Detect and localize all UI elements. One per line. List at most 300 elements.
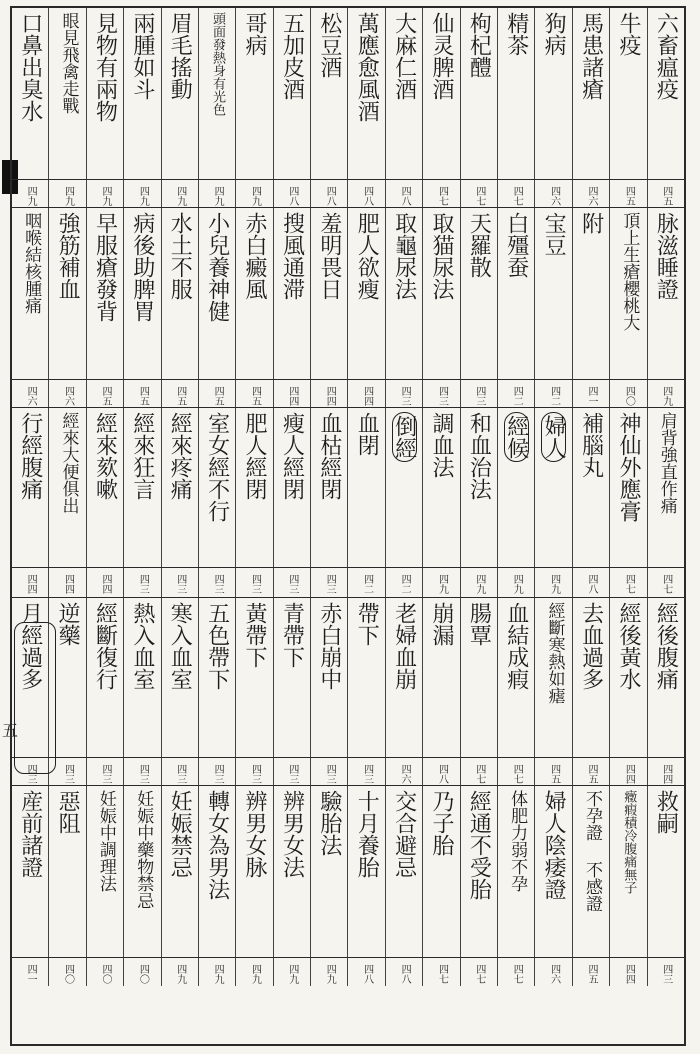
entry-title: 血枯經閉 (316, 412, 342, 500)
entry-title: 經後腹痛 (653, 602, 679, 690)
entry-cell (161, 408, 198, 567)
entry-title: 赤白崩中 (316, 602, 342, 690)
page-number-cell (347, 180, 384, 207)
page-number-cell (235, 380, 272, 407)
entry-title: 牛疫 (615, 12, 641, 56)
page-number-cell (497, 380, 534, 407)
entry-title: 補腦丸 (578, 412, 604, 478)
entry-cell (534, 8, 571, 179)
entry-title: 馬患諸瘡 (578, 12, 604, 100)
entry-title: 十月養胎 (354, 790, 380, 878)
entry-title: 神仙外應膏 (615, 412, 641, 522)
entry-cell (310, 8, 347, 179)
page-number-cell (422, 180, 459, 207)
page-number-cell (534, 758, 571, 785)
entry-title: 仙灵脾酒 (429, 12, 454, 100)
entry-cell (422, 8, 459, 179)
page-number-cell (235, 958, 272, 986)
entry-cell (161, 598, 198, 757)
entry-title: 五加皮酒 (279, 12, 305, 100)
entry-cell (86, 408, 123, 567)
page-number: 四九 (660, 386, 672, 406)
page-number: 四六 (25, 386, 37, 406)
page-number: 四七 (473, 764, 485, 784)
page-number: 四九 (137, 186, 149, 206)
entry-cell (534, 598, 571, 757)
entry-title: 妊娠中調理法 (95, 790, 116, 892)
entry-title: 經斷寒熱如瘧 (544, 602, 565, 704)
page-number: 四四 (25, 574, 37, 594)
page-number-cell (647, 180, 684, 207)
page-number: 四五 (660, 186, 672, 206)
page-number-cell (534, 180, 571, 207)
page-number: 四六 (548, 186, 560, 206)
page-number-cell (572, 568, 609, 597)
page-number-cell (497, 758, 534, 785)
page-number: 四一 (25, 964, 37, 984)
entry-title: 口鼻出臭水 (17, 12, 43, 122)
entry-title: 六畜瘟疫 (653, 12, 679, 100)
page-number-row (12, 958, 684, 986)
entry-title-row (12, 208, 684, 380)
entry-title: 見物有兩物 (92, 12, 118, 122)
entry-cell (609, 786, 646, 957)
entry-title: 早服瘡發背 (92, 212, 118, 322)
page-number: 四三 (361, 764, 373, 784)
entry-title: 咽喉結核腫痛 (21, 212, 42, 314)
page-number-cell (572, 758, 609, 785)
page-number-cell (123, 758, 160, 785)
page-number: 四四 (623, 764, 635, 784)
entry-cell (310, 598, 347, 757)
entry-title-row (12, 786, 684, 958)
page-number-cell (198, 568, 235, 597)
page-number: 四九 (25, 186, 37, 206)
entry-title: 赤白癜風 (242, 212, 268, 300)
entry-cell (273, 786, 310, 957)
page-number: 四一 (586, 386, 598, 406)
entry-cell (235, 208, 272, 379)
page-number-cell (460, 958, 497, 986)
page-number: 四五 (174, 386, 186, 406)
entry-title: 血閉 (354, 412, 380, 456)
page-number: 四三 (324, 574, 336, 594)
entry-cell (572, 786, 609, 957)
entry-title: 寒入血室 (167, 602, 193, 690)
page-number: 四四 (286, 386, 298, 406)
page-number: 四九 (212, 186, 224, 206)
entry-cell (572, 598, 609, 757)
entry-cell (48, 208, 85, 379)
page-number-cell (385, 180, 422, 207)
entry-title: 經通不受胎 (466, 790, 492, 900)
page-number-cell (647, 568, 684, 597)
page-number: 四八 (361, 964, 373, 984)
page-number-cell (534, 958, 571, 986)
entry-title: 青帶下 (279, 602, 305, 668)
page-number: 四四 (623, 964, 635, 984)
entry-cell (385, 8, 422, 179)
entry-cell (347, 8, 384, 179)
entry-title: 老婦血崩 (391, 602, 417, 690)
page-number-cell (460, 568, 497, 597)
entry-cell (86, 8, 123, 179)
page-number: 四七 (511, 764, 523, 784)
entry-cell (12, 408, 48, 567)
page-number-cell (235, 758, 272, 785)
page-number-cell (161, 180, 198, 207)
entry-cell (48, 786, 85, 957)
page-number-cell (123, 380, 160, 407)
entry-cell (235, 786, 272, 957)
page-number-cell (12, 180, 48, 207)
entry-cell (609, 8, 646, 179)
page-number: 四九 (473, 574, 485, 594)
entry-title: 産前諸證 (17, 790, 43, 878)
entry-title: 去血過多 (578, 602, 604, 690)
entry-title: 搜風通滞 (279, 212, 305, 300)
page-number: 四九 (212, 964, 224, 984)
entry-title: 調血法 (429, 412, 454, 478)
page-number: 四三 (436, 386, 448, 406)
entry-cell (310, 408, 347, 567)
page-number: 四五 (212, 386, 224, 406)
entry-title: 惡阻 (55, 790, 81, 834)
page-number-cell (86, 958, 123, 986)
page-number-cell (609, 180, 646, 207)
page-number: 四八 (324, 186, 336, 206)
page-number-cell (123, 180, 160, 207)
page-number-cell (48, 380, 85, 407)
index-table (10, 6, 686, 1046)
entry-cell (385, 598, 422, 757)
entry-cell (422, 786, 459, 957)
entry-cell (123, 786, 160, 957)
page-number-cell (310, 958, 347, 986)
page-number: 四七 (511, 186, 523, 206)
entry-title: 經後黃水 (615, 602, 641, 690)
page-number-cell (161, 758, 198, 785)
page-number: 四九 (174, 186, 186, 206)
entry-title: 熱入血室 (129, 602, 155, 690)
entry-cell (12, 208, 48, 379)
page-number-cell (161, 958, 198, 986)
entry-cell (497, 598, 534, 757)
page-number-cell (497, 958, 534, 986)
entry-cell (647, 8, 684, 179)
page-number: 四九 (511, 574, 523, 594)
page-number: 四三 (25, 764, 37, 784)
page-number-cell (647, 958, 684, 986)
page-number-cell (422, 568, 459, 597)
page-number: 四八 (586, 574, 598, 594)
page-number-cell (572, 380, 609, 407)
page-number: 四三 (324, 764, 336, 784)
entry-title: 乃子胎 (429, 790, 454, 856)
entry-title: 辨男女脉 (242, 790, 268, 878)
page-number: 四三 (286, 764, 298, 784)
entry-cell (497, 8, 534, 179)
page-number: 四二 (511, 386, 523, 406)
entry-cell (572, 208, 609, 379)
page-number-cell (385, 380, 422, 407)
page-number-cell (422, 758, 459, 785)
page-number: 四五 (586, 964, 598, 984)
page-number: 四三 (174, 574, 186, 594)
page-number-cell (310, 380, 347, 407)
entry-title: 行經腹痛 (17, 412, 43, 500)
page-number-cell (235, 568, 272, 597)
entry-title: 脉滋睡證 (653, 212, 679, 300)
page-number: 四三 (212, 574, 224, 594)
entry-title: 五色帶下 (204, 602, 230, 690)
entry-cell (198, 208, 235, 379)
page-number-cell (235, 180, 272, 207)
entry-cell (273, 8, 310, 179)
page-number: 四四 (62, 574, 74, 594)
page-number: 四九 (99, 186, 111, 206)
page-number-cell (273, 958, 310, 986)
entry-cell (609, 598, 646, 757)
entry-title: 經候 (504, 412, 529, 462)
entry-title: 逆藥 (55, 602, 81, 646)
page-number-cell (347, 758, 384, 785)
page-number: 四七 (511, 964, 523, 984)
entry-title: 眉毛搖動 (167, 12, 193, 100)
entry-cell (647, 408, 684, 567)
entry-title: 眼見飛禽走戰 (58, 12, 79, 114)
page-number-cell (273, 380, 310, 407)
page-number: 四七 (436, 186, 448, 206)
entry-cell (647, 598, 684, 757)
page-number: 四五 (249, 386, 261, 406)
page-number-cell (572, 180, 609, 207)
page-number-cell (48, 958, 85, 986)
page-number: 四〇 (137, 964, 149, 984)
page-number: 四六 (548, 964, 560, 984)
page-number-cell (534, 568, 571, 597)
page-number-cell (422, 380, 459, 407)
page-number: 四三 (62, 764, 74, 784)
page-number: 四五 (586, 764, 598, 784)
entry-cell (347, 598, 384, 757)
entry-title: 松豆酒 (316, 12, 342, 78)
page-number-cell (198, 758, 235, 785)
entry-title: 和血治法 (466, 412, 492, 500)
entry-title: 体肥力弱不孕 (507, 790, 528, 892)
entry-title: 頂上生瘡櫻桃大 (619, 212, 640, 331)
page-number: 四三 (137, 574, 149, 594)
page-number-cell (497, 180, 534, 207)
page-number: 四四 (361, 386, 373, 406)
entry-title: 天羅散 (466, 212, 492, 278)
page-number-row (12, 380, 684, 408)
page-number: 四七 (660, 574, 672, 594)
entry-title: 羞明畏日 (316, 212, 342, 300)
page-number-cell (12, 380, 48, 407)
page-number-cell (198, 380, 235, 407)
entry-cell (161, 786, 198, 957)
entry-title: 取龜尿法 (391, 212, 417, 300)
entry-title: 瘦人經閉 (279, 412, 305, 500)
page-number: 四四 (660, 764, 672, 784)
page-number-cell (534, 380, 571, 407)
page-number: 四三 (174, 764, 186, 784)
page-number: 四六 (399, 764, 411, 784)
page-number: 四二 (361, 574, 373, 594)
entry-cell (161, 208, 198, 379)
entry-title: 白殭蚕 (503, 212, 529, 278)
entry-title: 辨男女法 (279, 790, 305, 878)
entry-cell (86, 598, 123, 757)
handwritten-bracket (14, 622, 56, 774)
entry-title: 兩腫如斗 (129, 12, 155, 100)
page-number: 四〇 (99, 964, 111, 984)
entry-title: 室女經不行 (204, 412, 230, 522)
entry-cell (123, 598, 160, 757)
entry-title-row (12, 8, 684, 180)
entry-title: 血結成瘕 (503, 602, 529, 690)
page-number: 四八 (286, 186, 298, 206)
entry-cell (273, 598, 310, 757)
page-number-cell (86, 568, 123, 597)
page-number: 四三 (286, 574, 298, 594)
entry-title: 不孕證 不感證 (581, 790, 602, 912)
entry-cell (123, 8, 160, 179)
page-number-cell (310, 180, 347, 207)
entry-cell (161, 8, 198, 179)
entry-title: 宝豆 (541, 212, 567, 256)
entry-cell (347, 208, 384, 379)
entry-cell (48, 408, 85, 567)
entry-cell (460, 408, 497, 567)
entry-cell (12, 786, 48, 957)
page-number-cell (347, 958, 384, 986)
entry-title: 交合避忌 (391, 790, 417, 878)
entry-title: 腸覃 (466, 602, 492, 646)
page-number-cell (609, 568, 646, 597)
page-number-cell (310, 758, 347, 785)
entry-cell (497, 208, 534, 379)
page-number-cell (385, 958, 422, 986)
entry-cell (534, 408, 571, 567)
entry-cell (86, 208, 123, 379)
entry-title: 倒經 (392, 412, 417, 462)
page-number: 四三 (249, 764, 261, 784)
entry-title: 精茶 (503, 12, 529, 56)
page-number: 四五 (137, 386, 149, 406)
entry-cell (609, 408, 646, 567)
page-number: 四二 (399, 574, 411, 594)
page-number-cell (609, 380, 646, 407)
page-number-cell (161, 380, 198, 407)
page-number: 四九 (286, 964, 298, 984)
page-number-cell (385, 758, 422, 785)
page-number-cell (48, 180, 85, 207)
page-number: 四七 (473, 186, 485, 206)
entry-cell (48, 8, 85, 179)
page-number-cell (460, 758, 497, 785)
entry-cell (572, 408, 609, 567)
entry-cell (347, 408, 384, 567)
page-number: 四〇 (62, 964, 74, 984)
entry-title: 經來狂言 (129, 412, 155, 500)
entry-title: 枸杞醴 (466, 12, 492, 78)
entry-title-row (12, 408, 684, 568)
page-number-cell (460, 180, 497, 207)
page-number: 四三 (137, 764, 149, 784)
page-number: 四九 (249, 186, 261, 206)
page-number: 四三 (249, 574, 261, 594)
entry-cell (235, 8, 272, 179)
entry-title: 哥病 (242, 12, 268, 56)
entry-title-row (12, 598, 684, 758)
page-number: 四三 (399, 386, 411, 406)
page-number: 四〇 (623, 386, 635, 406)
page-number: 四九 (62, 186, 74, 206)
entry-title: 經來大便俱出 (58, 412, 79, 514)
page-number: 四八 (436, 764, 448, 784)
page-number-cell (86, 380, 123, 407)
page-number-row (12, 180, 684, 208)
page-number: 四三 (473, 386, 485, 406)
page-number-cell (572, 958, 609, 986)
entry-cell (12, 8, 48, 179)
entry-cell (497, 786, 534, 957)
page-number-cell (86, 758, 123, 785)
entry-cell (460, 208, 497, 379)
entry-title: 頭面發熱身有光色 (209, 12, 225, 116)
page-number: 四七 (623, 574, 635, 594)
page-number-cell (273, 758, 310, 785)
entry-title: 附 (578, 212, 604, 234)
page-number-cell (198, 180, 235, 207)
entry-title: 妊娠中藥物禁忌 (133, 790, 154, 909)
page-number-row (12, 758, 684, 786)
page-number-cell (647, 758, 684, 785)
entry-title: 轉女為男法 (204, 790, 230, 900)
page-number-cell (347, 568, 384, 597)
page-margin-mark: 五 (2, 721, 19, 740)
page-number: 四八 (399, 964, 411, 984)
entry-title: 萬應愈風酒 (354, 12, 380, 122)
entry-cell (385, 208, 422, 379)
entry-cell (198, 8, 235, 179)
page-number: 四八 (361, 186, 373, 206)
entry-cell (422, 208, 459, 379)
page-number: 四九 (436, 574, 448, 594)
page-number-cell (310, 568, 347, 597)
entry-title: 肥人經閉 (242, 412, 268, 500)
entry-cell (460, 598, 497, 757)
page-number: 四二 (548, 386, 560, 406)
page-number: 四七 (436, 964, 448, 984)
page-number: 四五 (623, 186, 635, 206)
page-number-cell (123, 958, 160, 986)
page-number: 四九 (324, 964, 336, 984)
entry-title: 救嗣 (653, 790, 679, 834)
entry-cell (310, 786, 347, 957)
page-number: 四五 (99, 386, 111, 406)
page-number-cell (497, 568, 534, 597)
entry-cell (385, 786, 422, 957)
entry-cell (198, 598, 235, 757)
page-number-cell (198, 958, 235, 986)
entry-title: 癥瘕積冷腹痛無子 (621, 790, 637, 894)
entry-cell (273, 408, 310, 567)
page-number: 四六 (586, 186, 598, 206)
entry-cell (235, 408, 272, 567)
